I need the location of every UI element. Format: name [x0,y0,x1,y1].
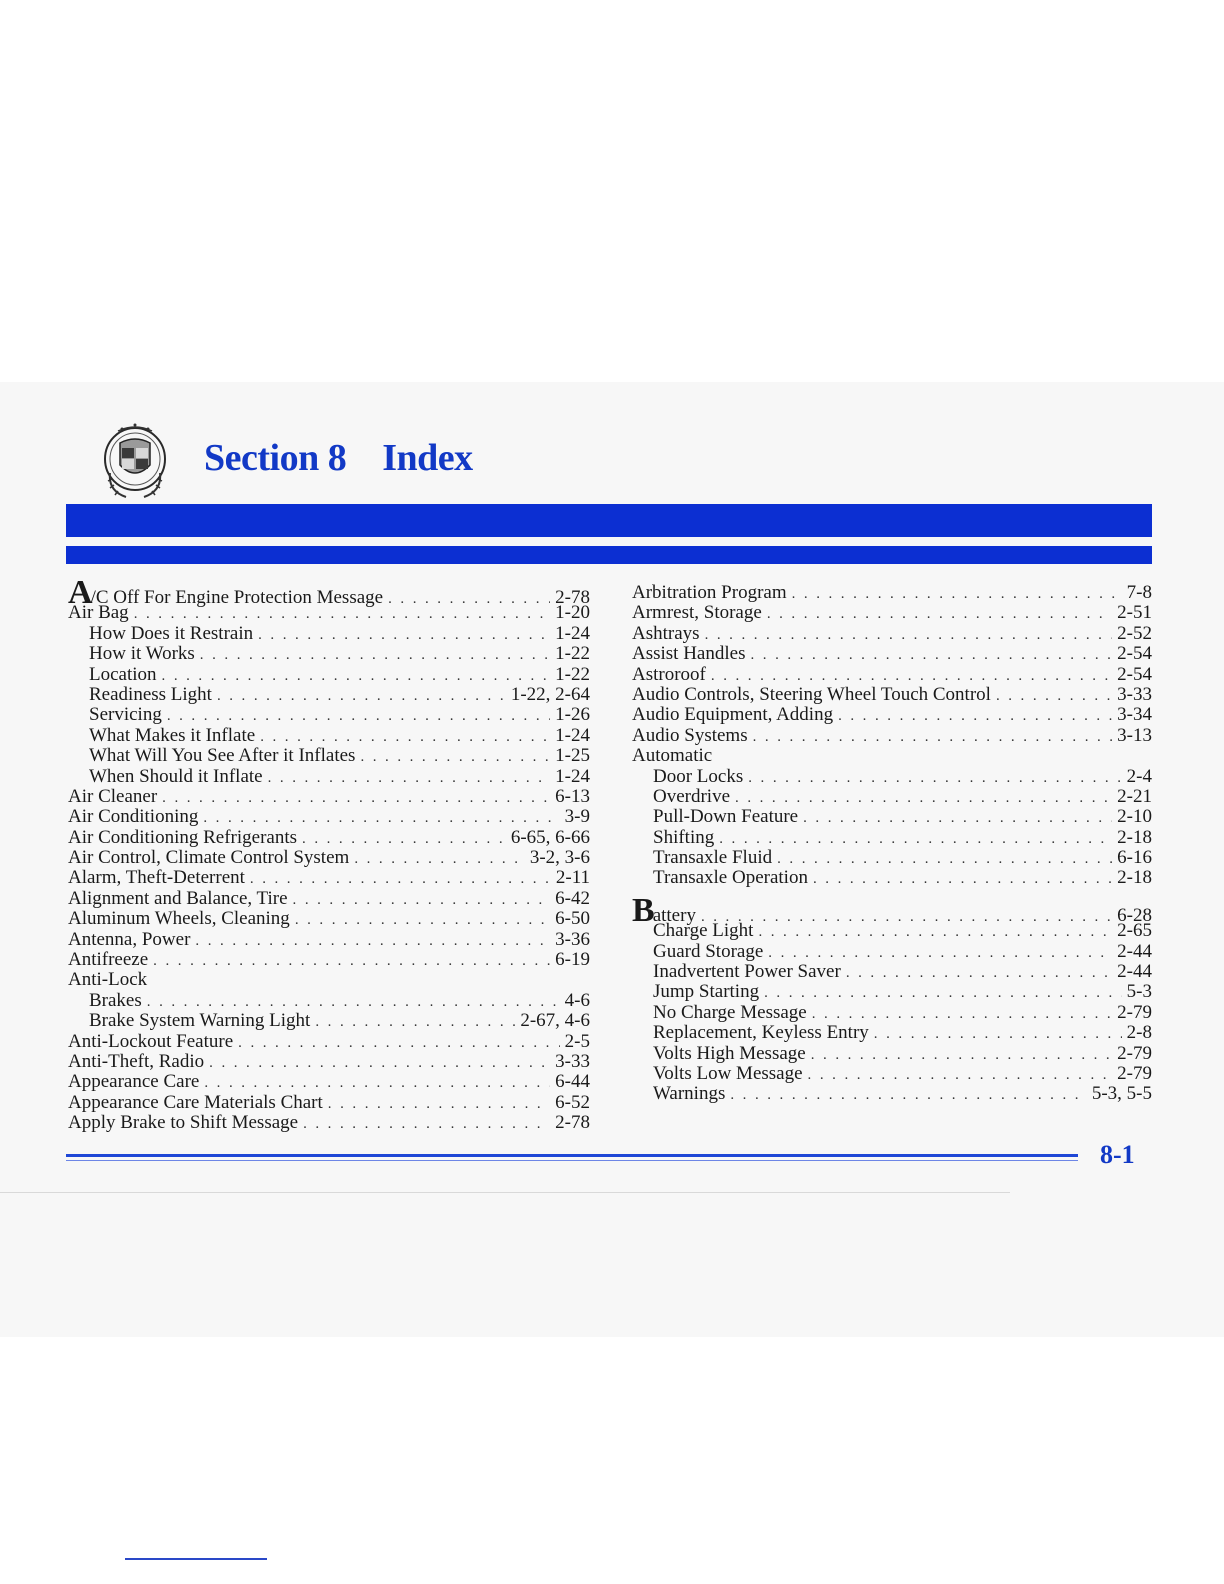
dot-leader [792,584,1122,604]
index-page-ref: 3-13 [1117,724,1152,746]
index-subentry [632,787,1152,807]
index-term-text: Pull-Down Feature [653,806,799,828]
index-term [653,1044,806,1064]
index-subentry [632,807,1152,827]
index-term-text: Overdrive [653,785,731,807]
index-subentry [68,665,590,685]
index-subentry [68,726,590,746]
index-lead-letter: A [68,574,91,611]
index-entry [632,644,1152,664]
index-entry [632,685,1152,705]
index-entry [68,787,590,807]
index-page-ref: 1-26 [555,704,590,726]
index-entry [68,1052,590,1072]
index-page-ref: 2-44 [1117,961,1152,983]
index-term [632,583,787,603]
index-group-spacer [632,889,1152,901]
index-page-ref: 1-24 [555,765,590,787]
dot-leader [260,727,550,747]
index-term-text: Volts Low Message [653,1062,803,1084]
index-page-ref: 6-52 [555,1091,590,1113]
index-term [653,982,759,1002]
index-page-ref: 1-22 [555,663,590,685]
index-term [89,685,212,705]
index-term-text: Location [89,663,157,685]
index-subentry [68,624,590,644]
index-term-text: How it Works [89,643,195,665]
index-page-ref: 2-78 [555,587,590,608]
index-subentry [632,942,1152,962]
index-term-text: Transaxle Operation [653,867,808,889]
dot-leader [354,849,525,869]
dot-leader [705,625,1113,645]
index-page-ref: 2-10 [1117,806,1152,828]
dot-leader [258,625,550,645]
index-heading: Anti-Lock [68,969,148,991]
dot-leader [735,788,1112,808]
index-page-ref: 2-44 [1117,940,1152,962]
index-term [653,1023,869,1043]
index-term [89,991,142,1011]
index-term-text: Anti-Lockout Feature [68,1030,234,1052]
index-page-ref: 2-5 [564,1030,590,1052]
header-band-gap [66,537,1152,546]
index-term [89,705,162,725]
dot-leader [302,829,506,849]
index-page-ref: 2-79 [1117,1042,1152,1064]
dot-leader [748,768,1121,788]
bottom-link-underline[interactable] [125,1558,267,1560]
index-term [68,1032,233,1052]
index-term-text: Aluminum Wheels, Cleaning [68,908,290,930]
index-entry [632,891,1152,929]
index-term [653,942,763,962]
index-term [653,921,753,941]
index-page-ref: 2-79 [1117,1062,1152,1084]
index-page-ref: 2-18 [1117,826,1152,848]
index-term-text: Shifting [653,826,715,848]
index-subentry [632,848,1152,868]
index-term [89,665,157,685]
dot-leader [217,686,506,706]
dot-leader [812,1004,1112,1024]
index-heading: Automatic [632,745,713,767]
index-page-ref: 2-21 [1117,785,1152,807]
index-page-ref: 2-18 [1117,867,1152,889]
index-page-ref: 2-51 [1117,602,1152,624]
index-entry [632,665,1152,685]
index-entry [68,1032,590,1052]
index-subentry [68,705,590,725]
index-term-text: Air Conditioning Refrigerants [68,826,298,848]
index-page-ref: 2-52 [1117,622,1152,644]
index-term [653,807,798,827]
index-entry [632,705,1152,725]
index-entry [632,726,1152,746]
index-term-text: When Should it Inflate [89,765,263,787]
index-term-text: Transaxle Fluid [653,847,773,869]
index-page-ref: 3-34 [1117,704,1152,726]
index-term [89,644,195,664]
index-term-text: Air Bag [68,602,129,624]
index-term [68,950,148,970]
dot-leader [134,604,550,624]
index-entry [632,583,1152,603]
index-term-text: What Makes it Inflate [89,724,256,746]
index-subentry [632,982,1152,1002]
index-entry [632,603,1152,623]
dot-leader [764,983,1122,1003]
index-column-left [68,574,590,1134]
index-subentry [68,1011,590,1031]
index-page-ref: 6-19 [555,949,590,971]
index-term [653,1084,725,1104]
index-term-text: Inadvertent Power Saver [653,961,841,983]
index-entry [68,807,590,827]
index-term-text: Door Locks [653,765,744,787]
index-page-ref: 6-65, 6-66 [510,826,590,848]
index-page-ref: 5-3, 5-5 [1091,1083,1152,1105]
dot-leader [268,768,551,788]
index-page-ref: 1-24 [555,724,590,746]
index-term-text: Alarm, Theft-Deterrent [68,867,245,889]
dot-leader [874,1024,1122,1044]
index-page-ref: 1-20 [555,602,590,624]
dot-leader [750,645,1112,665]
index-entry [68,1093,590,1113]
dot-leader [753,727,1113,747]
index-term-text: attery [652,904,696,926]
index-page-ref: 7-8 [1126,582,1152,603]
index-term [632,685,991,705]
index-page-ref: 3-2, 3-6 [529,847,590,869]
dot-leader [838,706,1112,726]
index-page-ref: 1-25 [555,745,590,767]
dot-leader [777,849,1112,869]
index-term [653,767,743,787]
index-page-ref: 2-78 [555,1112,590,1134]
page-number: 8-1 [1100,1140,1135,1169]
dot-leader [238,1033,560,1053]
index-subentry [632,1003,1152,1023]
index-term [68,889,288,909]
index-entry [68,1113,590,1133]
index-term [68,909,290,929]
page-title [204,436,473,480]
index-subentry [632,921,1152,941]
index-term [632,726,748,746]
index-term [68,787,157,807]
index-term [653,1064,803,1084]
index-page-ref: 1-22 [555,643,590,665]
dot-leader [315,1012,515,1032]
index-page-ref: 5-3 [1126,981,1152,1003]
index-term-text: What Will You See After it Inflates [89,745,356,767]
index-term [89,746,355,766]
dot-leader [209,1053,550,1073]
dot-leader [328,1094,550,1114]
cadillac-crest-icon [96,421,174,503]
dot-leader [203,808,559,828]
index-entry [632,624,1152,644]
index-term-text: Servicing [89,704,162,726]
index-page-ref: 2-54 [1117,643,1152,665]
section-label: Section 8 [204,437,347,479]
index-page-ref: 2-11 [555,867,590,889]
index-entry [68,889,590,909]
index-page-ref: 4-6 [564,989,590,1011]
index-term-text: Jump Starting [653,981,760,1003]
dot-leader [846,963,1112,983]
dot-leader [250,869,551,889]
index-term-text: Anti-Theft, Radio [68,1050,205,1072]
index-term-text: Air Conditioning [68,806,199,828]
index-page-ref: 3-33 [555,1050,590,1072]
index-term [68,868,245,888]
index-subentry [632,1064,1152,1084]
index-term [632,665,706,685]
index-term-text: Armrest, Storage [632,602,762,624]
index-subentry [68,746,590,766]
dot-leader [803,808,1112,828]
index-page-ref: 6-42 [555,887,590,909]
index-subentry [68,991,590,1011]
dot-leader [808,1065,1113,1085]
dot-leader [147,992,560,1012]
index-term-text: How Does it Restrain [89,622,254,644]
dot-leader [295,910,550,930]
dot-leader [768,943,1112,963]
index-page-ref: 2-79 [1117,1001,1152,1023]
index-term-text: Audio Equipment, Adding [632,704,834,726]
index-page-ref: 2-4 [1126,765,1152,787]
index-term-text: Antifreeze [68,949,149,971]
index-page-ref: 6-16 [1117,847,1152,869]
index-page-ref: 2-67, 4-6 [520,1010,590,1032]
dot-leader [711,666,1112,686]
index-subentry [68,644,590,664]
index-term-text: Brakes [89,989,142,1011]
index-subentry [68,685,590,705]
index-term [653,828,714,848]
index-term [68,930,190,950]
index-page-ref: 2-54 [1117,663,1152,685]
index-column-right [632,583,1152,1105]
index-subentry [632,767,1152,787]
index-term [68,1072,199,1092]
index-subentry [632,828,1152,848]
index-term [632,624,700,644]
index-term [68,603,129,623]
index-page-ref: 1-24 [555,622,590,644]
index-subentry [68,767,590,787]
index-term-text: Audio Systems [632,724,748,746]
index-term [89,1011,310,1031]
index-entry [68,1072,590,1092]
dot-leader [167,706,550,726]
index-term [68,807,198,827]
dot-leader [162,788,550,808]
index-entry [68,950,590,970]
index-term [68,1093,323,1113]
header-band [66,504,1152,564]
index-page-ref: 6-44 [555,1071,590,1093]
index-page-ref: 3-9 [564,806,590,828]
dot-leader [730,1085,1086,1105]
footer-rule-thin [66,1160,1078,1161]
index-subentry [632,1044,1152,1064]
scan-edge-line [0,1192,1010,1193]
index-term [89,726,255,746]
index-term [89,624,253,644]
index-term-text: Air Control, Climate Control System [68,847,350,869]
dot-leader [153,951,550,971]
dot-leader [303,1114,550,1134]
dot-leader [200,645,550,665]
index-lead-letter: B [632,891,653,929]
index-term-text: Assist Handles [632,643,746,665]
index-term [68,1113,298,1133]
index-entry [68,909,590,929]
index-page-ref: 3-36 [555,928,590,950]
index-term-text: No Charge Message [653,1001,807,1023]
index-term-text: Arbitration Program [632,582,787,603]
index-subentry [632,962,1152,982]
index-term-text: Antenna, Power [68,928,191,950]
dot-leader [293,890,551,910]
index-term-text: Audio Controls, Steering Wheel Touch Control [632,683,991,705]
index-term [89,767,263,787]
index-subentry [632,1084,1152,1104]
dot-leader [360,747,550,767]
index-page-ref: 2-8 [1126,1022,1152,1044]
footer-rule [66,1154,1078,1157]
index-term [653,787,730,807]
dot-leader [811,1045,1112,1065]
index-term [653,848,772,868]
index-page-ref: 6-13 [555,785,590,807]
index-term-text: Replacement, Keyless Entry [653,1022,869,1044]
dot-leader [758,922,1112,942]
index-entry [68,574,590,611]
index-term-text: Air Cleaner [68,785,158,807]
index-page-ref: 3-33 [1117,683,1152,705]
dot-leader [996,686,1112,706]
dot-leader [162,666,551,686]
index-term-text: /C Off For Engine Protection Message [90,587,384,608]
dot-leader [204,1073,550,1093]
index-term [68,1052,204,1072]
index-term [632,603,762,623]
dot-leader [813,869,1112,889]
dot-leader [195,931,550,951]
index-term [68,848,349,868]
index-term-text: Alignment and Balance, Tire [68,887,288,909]
index-page-ref: 2-65 [1117,920,1152,942]
index-term-text: Ashtrays [632,622,700,644]
index-subentry [632,868,1152,888]
index-term-text: Readiness Light [89,683,212,705]
index-entry [68,828,590,848]
index-page-ref: 1-22, 2-64 [510,683,590,705]
index-page-ref: 6-28 [1117,904,1152,926]
index-entry [68,603,590,623]
index-term-text: Appearance Care Materials Chart [68,1091,323,1113]
index-page-ref: 6-50 [555,908,590,930]
index-term [653,1003,807,1023]
index-entry [68,930,590,950]
index-term-text: Astroroof [632,663,706,685]
index-term [68,828,297,848]
index-term [653,868,808,888]
index-term-text: Volts High Message [653,1042,806,1064]
dot-leader [719,829,1112,849]
index-term-text: Charge Light [653,920,754,942]
index-entry [68,848,590,868]
dot-leader [767,604,1112,624]
index-term [632,705,833,725]
section-name: Index [382,437,473,479]
index-subentry [632,1023,1152,1043]
index-term-text: Guard Storage [653,940,764,962]
index-entry [68,868,590,888]
index-term-text: Warnings [653,1083,726,1105]
index-term-text: Brake System Warning Light [89,1010,311,1032]
index-term [632,644,745,664]
index-term-text: Appearance Care [68,1071,200,1093]
index-term [653,962,841,982]
index-term-text: Apply Brake to Shift Message [68,1112,299,1134]
